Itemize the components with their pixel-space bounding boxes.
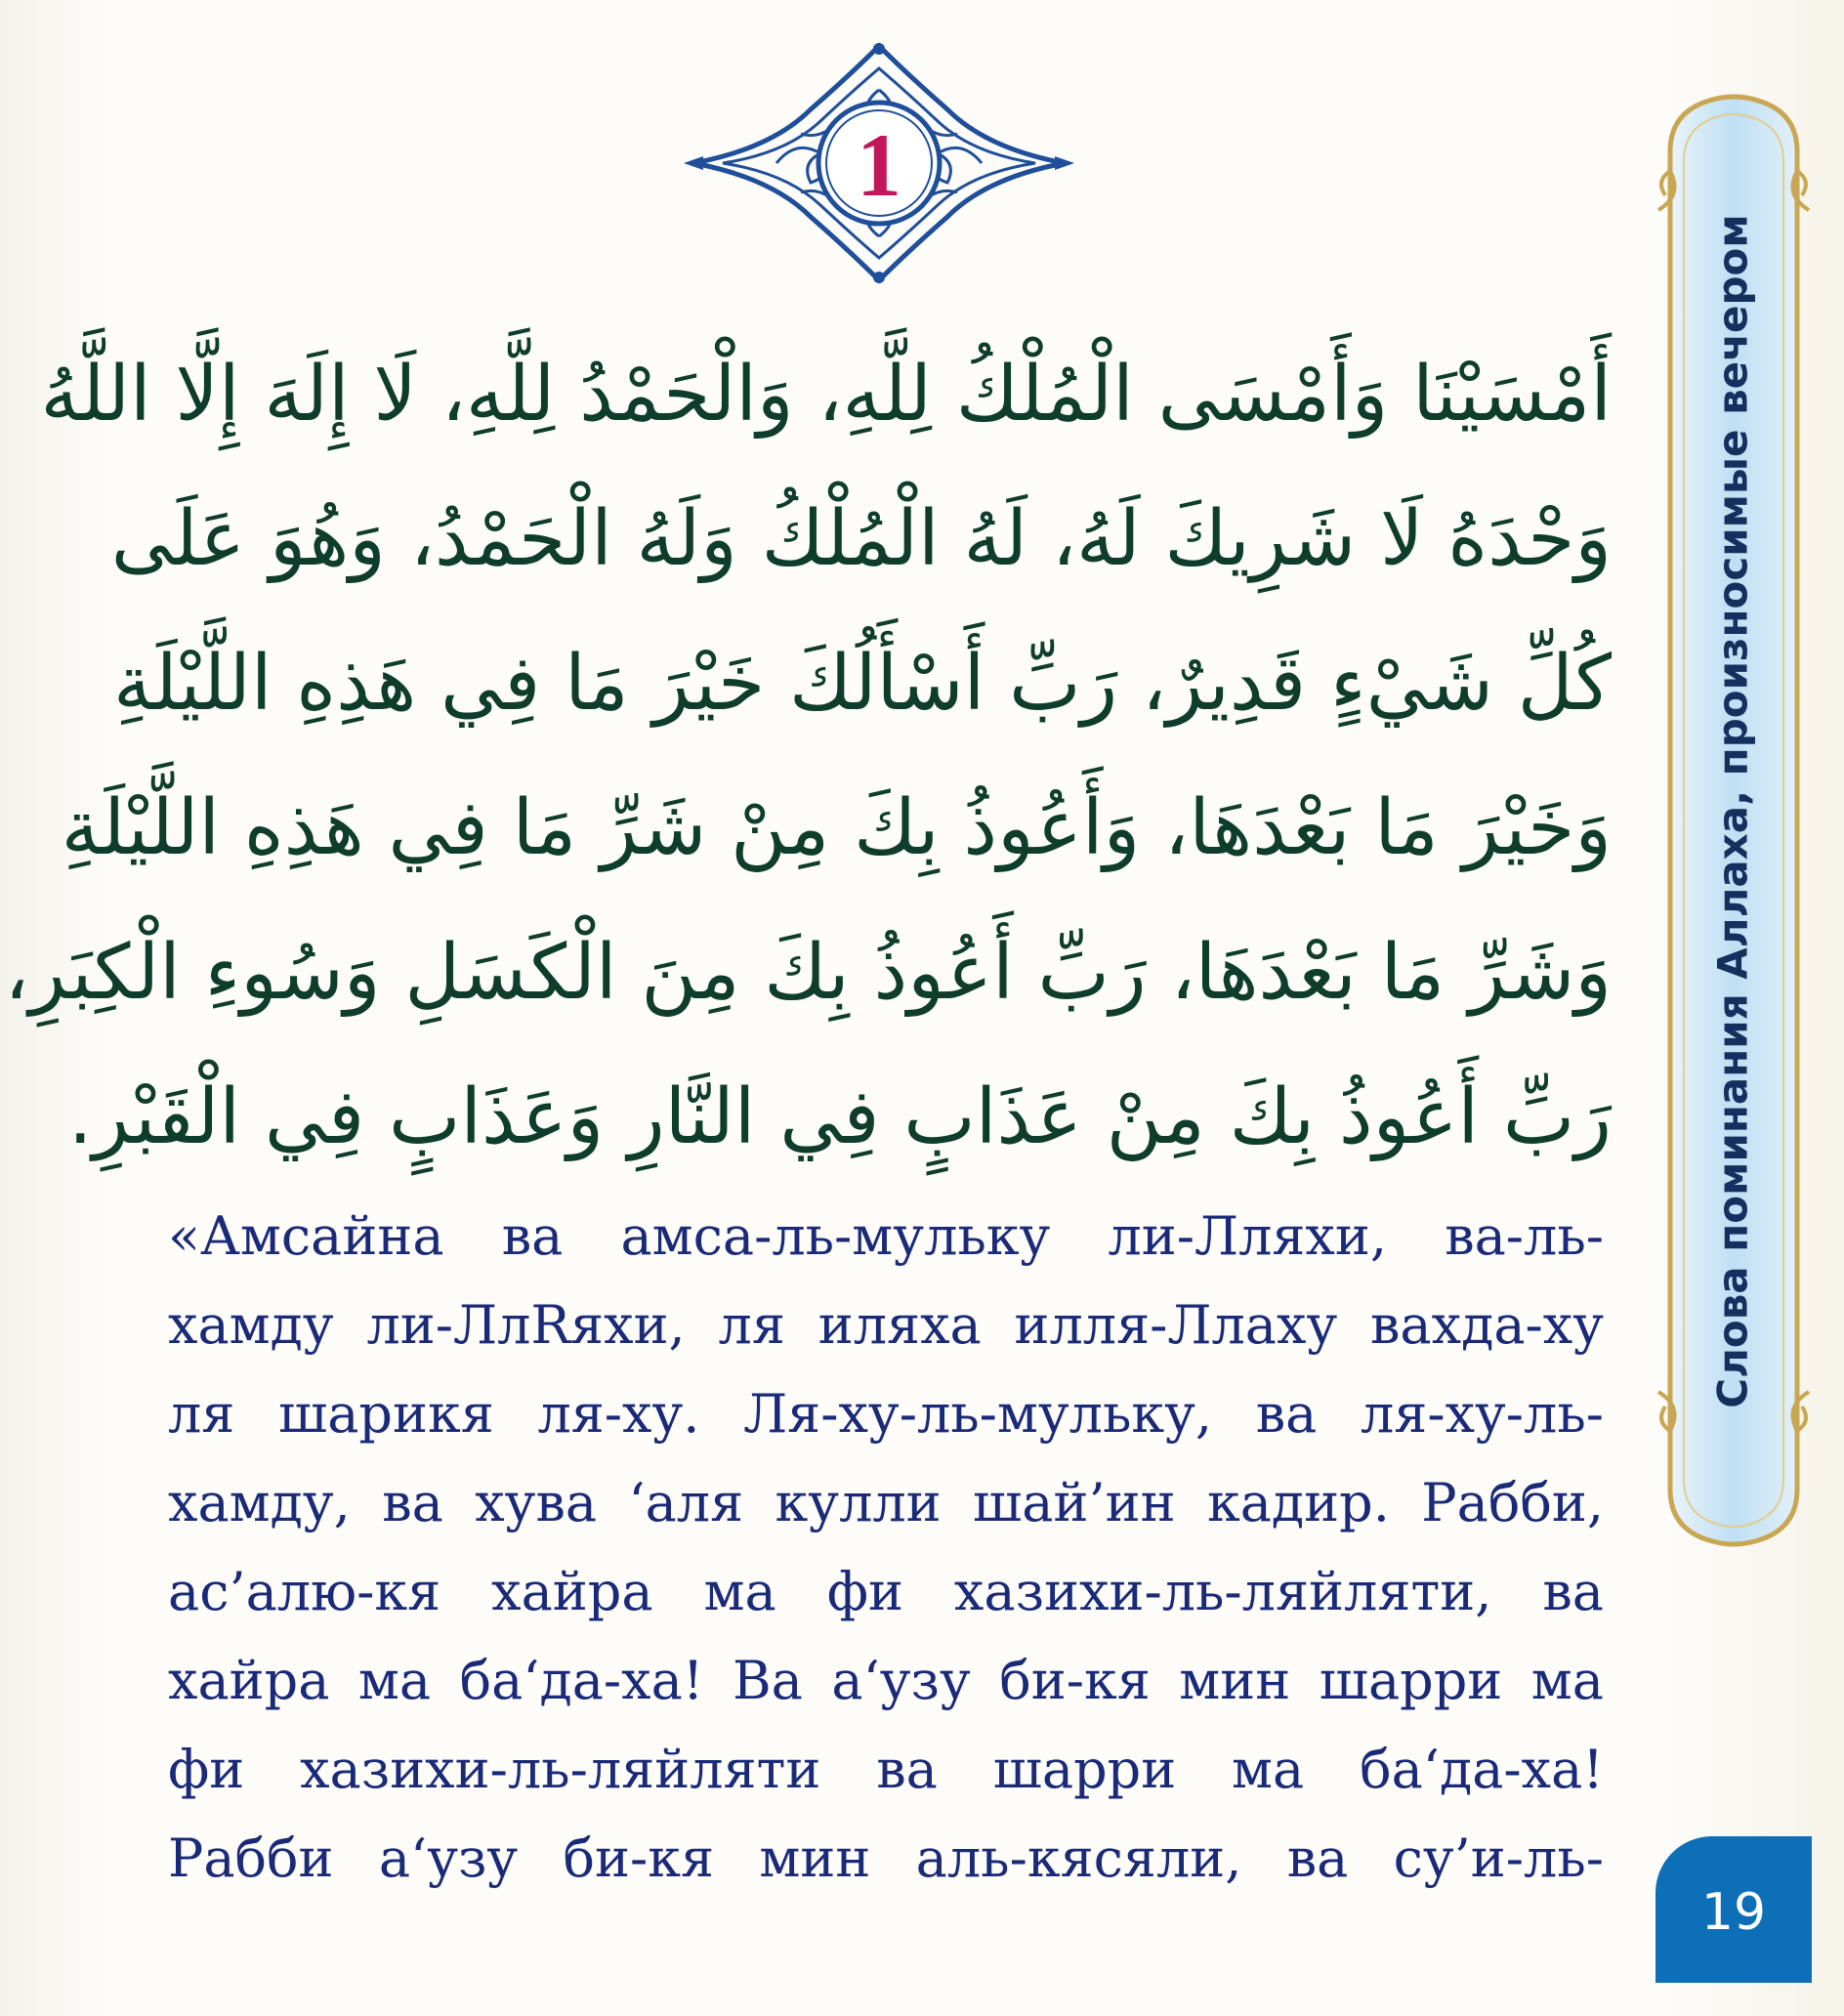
chapter-title-label: Слова поминания Аллаха, произносимые вечером (1708, 213, 1757, 1408)
transliteration-line: хамду ли-ЛлRяхи, ля иляха илля-Ллаху вахда-ху (168, 1294, 1604, 1356)
chapter-title (1664, 176, 1801, 1446)
transliteration-line: хамду, ва хува ‘аля кулли шай’ин кадир. Рабби, (168, 1472, 1604, 1533)
transliteration-line: хайра ма ба‘да-ха! Ва а‘узу би-кя мин шарри ма (168, 1650, 1604, 1711)
arabic-line: أَمْسَيْنَا وَأَمْسَى الْمُلْكُ لِلَّهِ، وَالْحَمْدُ لِلَّهِ، لَا إِلَهَ إِلَّا اللَّهُ (40, 351, 1612, 439)
section-number: 1 (857, 115, 901, 215)
transliteration-line: «Амсайна ва амса-ль-мульку ли-Лляхи, ва-ль- (168, 1205, 1604, 1267)
arabic-line: وَخَيْرَ مَا بَعْدَهَا، وَأَعُوذُ بِكَ مِنْ شَرِّ مَا فِي هَذِهِ اللَّيْلَةِ (61, 784, 1612, 872)
arabic-line: وَحْدَهُ لَا شَرِيكَ لَهُ، لَهُ الْمُلْكُ وَلَهُ الْحَمْدُ، وَهُوَ عَلَى (110, 495, 1612, 583)
page-number: 19 (1700, 1883, 1767, 1942)
arabic-line: رَبِّ أَعُوذُ بِكَ مِنْ عَذَابٍ فِي النَّارِ وَعَذَابٍ فِي الْقَبْرِ. (67, 1073, 1612, 1161)
transliteration-line: Рабби а‘узу би-кя мин аль-кясяли, ва су’и-ль- (168, 1827, 1604, 1889)
transliteration-text (168, 1192, 1604, 1903)
transliteration-line: фи хазихи-ль-ляйляти ва шарри ма ба‘да-ха! (168, 1739, 1604, 1800)
arabic-line: كُلِّ شَيْءٍ قَدِيرٌ، رَبِّ أَسْأَلُكَ خَيْرَ مَا فِي هَذِهِ اللَّيْلَةِ (113, 640, 1612, 728)
transliteration-line: ас’алю-кя хайра ма фи хазихи-ль-ляйляти, ва (168, 1561, 1604, 1622)
arabic-text (4, 322, 1612, 1190)
transliteration-line: ля шарикя ля-ху. Ля-ху-ль-мульку, ва ля-ху-ль- (168, 1383, 1604, 1445)
page-number-badge (1655, 1836, 1812, 1983)
arabic-line: وَشَرِّ مَا بَعْدَهَا، رَبِّ أَعُوذُ بِكَ مِنَ الْكَسَلِ وَسُوءِ الْكِبَرِ، (4, 929, 1612, 1017)
